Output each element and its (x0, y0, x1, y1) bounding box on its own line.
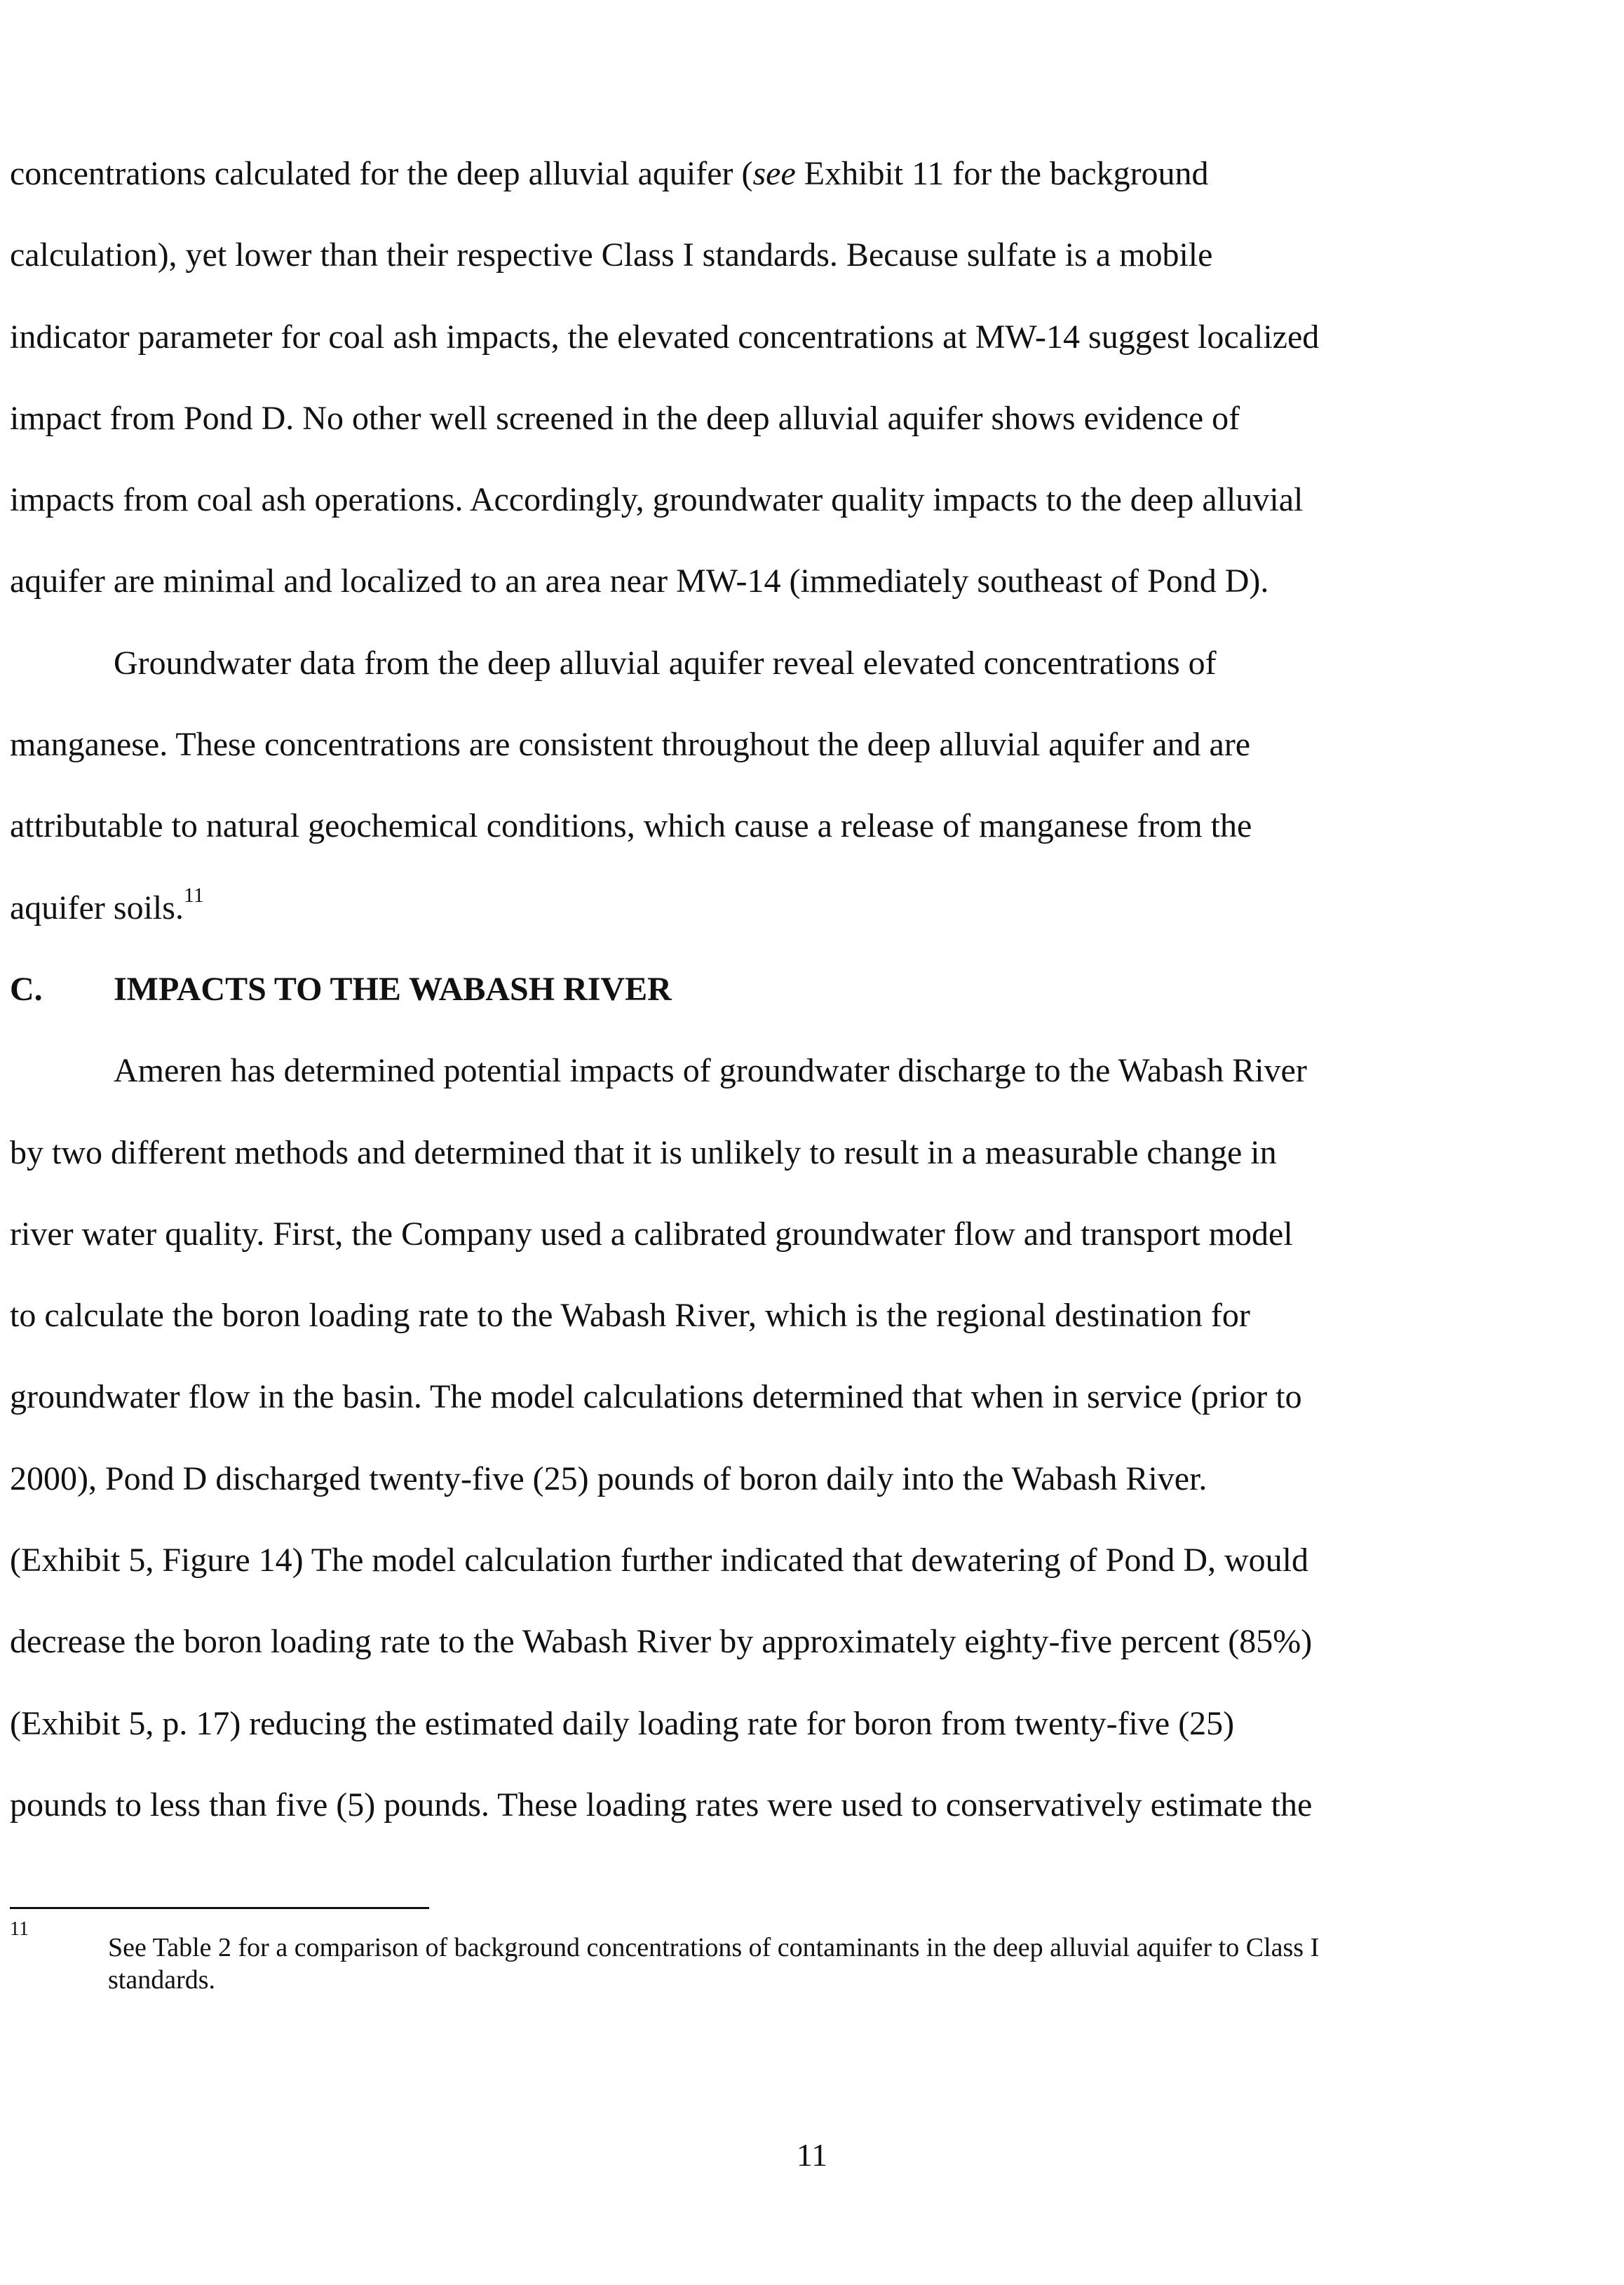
text-line: concentrations calculated for the deep alluvial aquifer ( (10, 155, 753, 192)
text-line: (Exhibit 5, p. 17) reducing the estimated daily loading rate for boron from twenty-five (25) (10, 1704, 1235, 1742)
text-line: manganese. These concentrations are consistent throughout the deep alluvial aquifer and are (10, 726, 1251, 764)
text-line: indicator parameter for coal ash impacts, the elevated concentrations at MW-14 suggest localized (10, 318, 1320, 356)
text-line: pounds to less than five (5) pounds. These loading rates were used to conservatively estimate the (10, 1786, 1313, 1824)
text-line: aquifer soils. (10, 889, 184, 926)
text-line: Groundwater data from the deep alluvial aquifer reveal elevated concentrations of (114, 644, 1217, 682)
paragraph-wabash-impacts (10, 1030, 1405, 1846)
text-line: river water quality. First, the Company used a calibrated groundwater flow and transport model (10, 1215, 1293, 1253)
text-line: decrease the boron loading rate to the Wabash River by approximately eighty-five percent (85%) (10, 1623, 1313, 1661)
body-text (10, 133, 1405, 1846)
text-line: aquifer are minimal and localized to an area near MW-14 (immediately southeast of Pond D). (10, 562, 1269, 600)
text-line: groundwater flow in the basin. The model calculations determined that when in service (prior to (10, 1378, 1302, 1416)
section-letter: C. (10, 970, 43, 1008)
see-italic: see (752, 155, 796, 192)
footnote-number: 11 (10, 1918, 29, 1940)
text-line: Ameren has determined potential impacts of groundwater discharge to the Wabash River (114, 1052, 1307, 1090)
text-line: to calculate the boron loading rate to the Wabash River, which is the regional destination for (10, 1297, 1250, 1335)
paragraph-deep-aquifer-sulfate (10, 133, 1405, 623)
text-line: (Exhibit 5, Figure 14) The model calculation further indicated that dewatering of Pond D, would (10, 1542, 1308, 1579)
footnote-text: See Table 2 for a comparison of background concentrations of contaminants in the deep alluvial aquifer to Class I standards. (108, 1933, 1320, 1995)
paragraph-manganese (10, 623, 1405, 949)
section-heading (10, 949, 1405, 1030)
page-number: 11 (796, 2137, 828, 2173)
text-line: 2000), Pond D discharged twenty-five (25) pounds of boron daily into the Wabash River. (10, 1460, 1207, 1497)
text-line: impact from Pond D. No other well screened in the deep alluvial aquifer shows evidence of (10, 399, 1240, 437)
footnote-reference: 11 (183, 883, 204, 907)
text-line: impacts from coal ash operations. Accordingly, groundwater quality impacts to the deep alluvial (10, 481, 1304, 519)
footnote-separator (10, 1907, 429, 1909)
section-title: IMPACTS TO THE WABASH RIVER (114, 970, 672, 1008)
text-line: Exhibit 11 for the background (795, 155, 1209, 192)
footnote (10, 1919, 1405, 1996)
text-line: calculation), yet lower than their respective Class I standards. Because sulfate is a mobile (10, 236, 1213, 274)
text-line: by two different methods and determined that it is unlikely to result in a measurable change in (10, 1133, 1277, 1171)
text-line: attributable to natural geochemical conditions, which cause a release of manganese from the (10, 807, 1252, 845)
